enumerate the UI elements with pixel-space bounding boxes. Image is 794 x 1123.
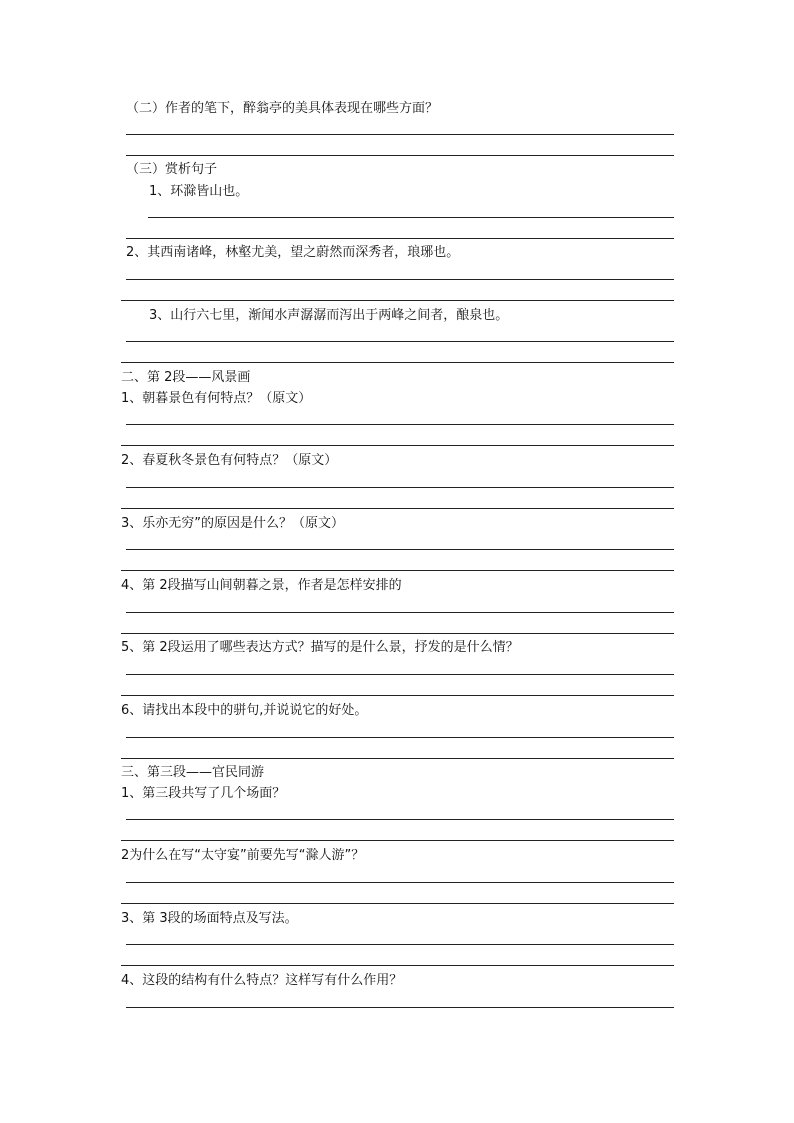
answer-line — [121, 695, 674, 696]
question-text: 2为什么在写“太守宴”前要先写“滁人游”？ — [121, 848, 365, 863]
question-text: 5、第 2段运用了哪些表达方式？描写的是什么景，抒发的是什么情？ — [121, 640, 519, 655]
question-text: 1、第三段共写了几个场面？ — [121, 786, 286, 801]
answer-line — [121, 903, 674, 904]
answer-line — [121, 965, 674, 966]
answer-line — [126, 487, 674, 488]
answer-line — [126, 549, 674, 550]
answer-line — [121, 570, 674, 571]
answer-line — [148, 217, 674, 218]
question-text: （二）作者的笔下，醉翁亭的美具体表现在哪些方面？ — [126, 101, 439, 116]
answer-line — [126, 737, 674, 738]
question-text: 4、第 2段描写山间朝暮之景，作者是怎样安排的 — [121, 578, 402, 593]
question-text: 3、乐亦无穷”的原因是什么？（原文） — [121, 516, 345, 531]
answer-line — [126, 424, 674, 425]
answer-line — [121, 300, 674, 301]
answer-line — [126, 238, 674, 239]
answer-line — [121, 508, 674, 509]
answer-line — [126, 612, 674, 613]
subsection-heading: （三）赏析句子 — [126, 162, 218, 177]
answer-line — [126, 134, 674, 135]
question-text: 2、其西南诸峰，林壑尤美，望之蔚然而深秀者，琅琊也。 — [126, 245, 460, 260]
question-text: 1、环滁皆山也。 — [149, 184, 249, 199]
answer-line — [126, 819, 674, 820]
answer-line — [121, 445, 674, 446]
answer-line — [126, 341, 674, 342]
question-text: 3、山行六七里，渐闻水声潺潺而泻出于两峰之间者，酿泉也。 — [149, 308, 509, 323]
answer-line — [121, 840, 674, 841]
answer-line — [121, 758, 674, 759]
question-text: 3、第 3段的场面特点及写法。 — [121, 911, 298, 926]
question-text: 2、春夏秋冬景色有何特点？（原文） — [121, 453, 338, 468]
answer-line — [121, 633, 674, 634]
answer-line — [126, 155, 674, 156]
section-heading: 三、第三段——官民同游 — [121, 765, 265, 780]
section-heading: 二、第 2段——风景画 — [121, 370, 251, 385]
answer-line — [126, 1007, 674, 1008]
answer-line — [126, 674, 674, 675]
question-text: 6、请找出本段中的骈句,并说说它的好处。 — [121, 703, 368, 718]
question-text: 4、这段的结构有什么特点？这样写有什么作用？ — [121, 973, 403, 988]
answer-line — [121, 362, 674, 363]
answer-line — [126, 882, 674, 883]
question-text: 1、朝暮景色有何特点？（原文） — [121, 391, 312, 406]
answer-line — [126, 279, 674, 280]
answer-line — [126, 944, 674, 945]
